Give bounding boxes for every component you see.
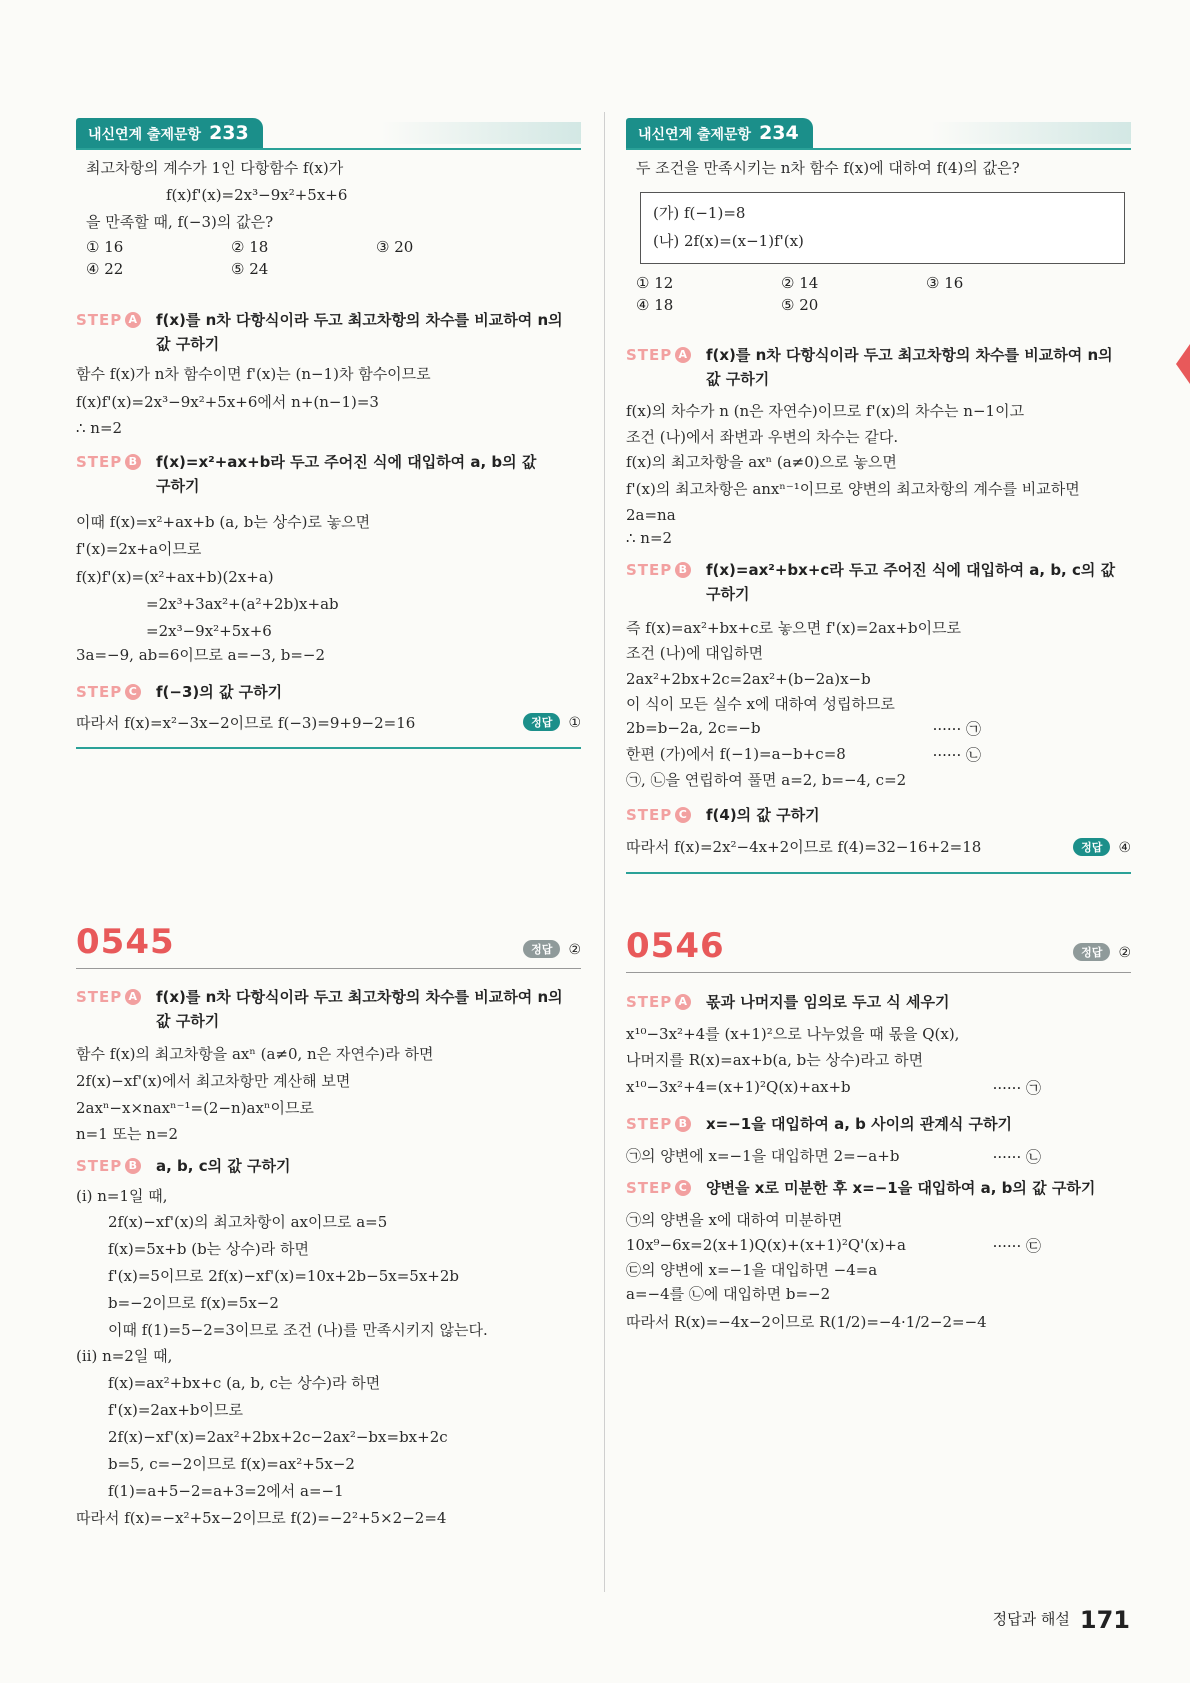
step-title: a, b, c의 값 구하기 bbox=[156, 1157, 291, 1175]
solution-line: f'(x)=2x+a이므로 bbox=[76, 540, 202, 558]
solution-line: 함수 f(x)가 n차 함수이면 f'(x)는 (n−1)차 함수이므로 bbox=[76, 365, 431, 383]
step-tag: STEP C bbox=[626, 1176, 706, 1200]
step-tag: STEP B bbox=[626, 558, 706, 582]
solution-line: ㉠의 양변을 x에 대하여 미분하면 bbox=[626, 1211, 843, 1229]
step-a-heading bbox=[626, 343, 1113, 388]
step-title: f(x)를 n차 다항식이라 두고 최고차항의 차수를 비교하여 n의 bbox=[706, 346, 1113, 364]
step-tag: STEP A bbox=[76, 308, 156, 332]
question-number: 0545 bbox=[76, 922, 175, 962]
equation-marker: ······ ㉠ bbox=[992, 1079, 1041, 1097]
step-title-cont: 값 구하기 bbox=[706, 370, 770, 388]
header-shade bbox=[931, 122, 1131, 144]
solution-line: f(1)=a+5−2=a+3=2에서 a=−1 bbox=[108, 1482, 344, 1500]
solution-line: b=5, c=−2이므로 f(x)=ax²+5x−2 bbox=[108, 1455, 355, 1473]
answer-value: ② bbox=[568, 942, 581, 958]
step-title: f(x)를 n차 다항식이라 두고 최고차항의 차수를 비교하여 n의 bbox=[156, 311, 563, 329]
condition-box bbox=[640, 192, 1125, 264]
solution-line: f'(x)=5이므로 2f(x)−xf'(x)=10x+2b−5x=5x+2b bbox=[108, 1267, 459, 1285]
choice-3: ③ 20 bbox=[376, 238, 414, 256]
problem-header bbox=[626, 118, 1131, 150]
step-title-cont: 구하기 bbox=[156, 477, 200, 495]
section-separator bbox=[76, 747, 581, 749]
step-tag: STEP A bbox=[626, 990, 706, 1014]
step-b-heading bbox=[626, 558, 1116, 603]
solution-line: 2f(x)−xf'(x)의 최고차항이 ax이므로 a=5 bbox=[108, 1213, 388, 1231]
solution-line: (ⅰ) n=1일 때, bbox=[76, 1187, 168, 1205]
solution-line: f(x)=ax²+bx+c (a, b, c는 상수)라 하면 bbox=[108, 1374, 381, 1392]
answer-indicator bbox=[1073, 943, 1131, 961]
equation-marker: ······ ㉠ bbox=[932, 720, 981, 738]
header-shade bbox=[381, 122, 581, 144]
step-tag: STEP C bbox=[626, 803, 706, 827]
step-a-heading bbox=[76, 308, 563, 353]
footer-label: 정답과 해설 bbox=[992, 1610, 1070, 1628]
solution-line: 2a=na bbox=[626, 506, 676, 524]
solution-line: 따라서 f(x)=2x²−4x+2이므로 f(4)=32−16+2=18 bbox=[626, 838, 982, 856]
solution-line: 따라서 f(x)=−x²+5x−2이므로 f(2)=−2²+5×2−2=4 bbox=[76, 1509, 447, 1527]
step-c-heading bbox=[626, 803, 820, 827]
solution-line: 10x⁹−6x=2(x+1)Q(x)+(x+1)²Q'(x)+a bbox=[626, 1236, 906, 1254]
step-b-heading bbox=[626, 1112, 1012, 1136]
choice-2: ② 14 bbox=[781, 274, 819, 292]
step-c-heading bbox=[626, 1176, 1095, 1200]
problem-header bbox=[76, 118, 581, 150]
choice-3: ③ 16 bbox=[926, 274, 964, 292]
step-title: f(x)=ax²+bx+c라 두고 주어진 식에 대입하여 a, b, c의 값 bbox=[706, 561, 1116, 579]
choice-5: ⑤ 24 bbox=[231, 260, 269, 278]
solution-line: f(x)f'(x)=2x³−9x²+5x+6에서 n+(n−1)=3 bbox=[76, 393, 379, 411]
page-footer bbox=[993, 1606, 1130, 1634]
step-tag: STEP A bbox=[76, 985, 156, 1009]
answer-indicator bbox=[1073, 838, 1131, 856]
solution-line: f'(x)=2ax+b이므로 bbox=[108, 1401, 243, 1419]
answer-indicator bbox=[523, 713, 581, 731]
solution-line: b=−2이므로 f(x)=5x−2 bbox=[108, 1294, 279, 1312]
solution-line: x¹⁰−3x²+4=(x+1)²Q(x)+ax+b bbox=[626, 1078, 851, 1096]
problem-header-label bbox=[626, 118, 813, 148]
problem-statement: 두 조건을 만족시키는 n차 함수 f(x)에 대하여 f(4)의 값은? bbox=[636, 159, 1020, 177]
answer-choices bbox=[86, 236, 521, 280]
edge-tab-marker bbox=[1176, 344, 1190, 384]
solution-line: 즉 f(x)=ax²+bx+c로 놓으면 f'(x)=2ax+b이므로 bbox=[626, 619, 962, 637]
problem-number: 234 bbox=[759, 122, 799, 144]
problem-number: 233 bbox=[209, 122, 249, 144]
solution-line: a=−4를 ㉡에 대입하면 b=−2 bbox=[626, 1285, 831, 1303]
problem-statement: 최고차항의 계수가 1인 다항함수 f(x)가 bbox=[86, 159, 344, 177]
solution-line: 이 식이 모든 실수 x에 대하여 성립하므로 bbox=[626, 695, 895, 713]
solution-line: 2axⁿ−x×naxⁿ⁻¹=(2−n)axⁿ이므로 bbox=[76, 1099, 314, 1117]
solution-line: f(x)의 최고차항을 axⁿ (a≠0)으로 놓으면 bbox=[626, 453, 897, 471]
solution-line: =2x³+3ax²+(a²+2b)x+ab bbox=[146, 595, 339, 613]
step-tag: STEP C bbox=[76, 680, 156, 704]
solution-line: n=1 또는 n=2 bbox=[76, 1125, 179, 1143]
choice-4: ④ 22 bbox=[86, 260, 124, 278]
solution-line: (ⅱ) n=2일 때, bbox=[76, 1347, 173, 1365]
step-b-heading bbox=[76, 450, 537, 495]
answer-indicator bbox=[523, 940, 581, 958]
step-title: 양변을 x로 미분한 후 x=−1을 대입하여 a, b의 값 구하기 bbox=[706, 1179, 1096, 1197]
choice-5: ⑤ 20 bbox=[781, 296, 819, 314]
step-title: 몫과 나머지를 임의로 두고 식 세우기 bbox=[706, 993, 950, 1011]
solution-line: 함수 f(x)의 최고차항을 axⁿ (a≠0, n은 자연수)라 하면 bbox=[76, 1045, 434, 1063]
question-rule bbox=[626, 972, 1131, 973]
problem-header-text: 내신연계 출제문항 bbox=[638, 127, 752, 143]
problem-question: 을 만족할 때, f(−3)의 값은? bbox=[86, 213, 274, 231]
step-tag: STEP B bbox=[626, 1112, 706, 1136]
solution-line: 조건 (나)에 대입하면 bbox=[626, 644, 764, 662]
choice-1: ① 16 bbox=[86, 238, 124, 256]
answer-badge: 정답 bbox=[1073, 838, 1110, 856]
solution-line: f(x)=5x+b (b는 상수)라 하면 bbox=[108, 1240, 310, 1258]
step-title: f(4)의 값 구하기 bbox=[706, 806, 820, 824]
step-title-cont: 값 구하기 bbox=[156, 335, 220, 353]
step-tag: STEP B bbox=[76, 450, 156, 474]
solution-line: 조건 (나)에서 좌변과 우변의 차수는 같다. bbox=[626, 428, 899, 446]
answer-badge: 정답 bbox=[523, 940, 560, 958]
equation-marker: ······ ㉢ bbox=[992, 1237, 1041, 1255]
answer-badge: 정답 bbox=[523, 713, 560, 731]
choice-1: ① 12 bbox=[636, 274, 674, 292]
solution-line: ㉢의 양변에 x=−1을 대입하면 −4=a bbox=[626, 1261, 878, 1279]
solution-line: ㉠, ㉡을 연립하여 풀면 a=2, b=−4, c=2 bbox=[626, 771, 907, 789]
solution-line: 한편 (가)에서 f(−1)=a−b+c=8 bbox=[626, 745, 846, 763]
solution-line: f(x)f'(x)=(x²+ax+b)(2x+a) bbox=[76, 568, 274, 586]
answer-choices bbox=[636, 272, 1071, 316]
answer-value: ① bbox=[568, 715, 581, 731]
step-title: x=−1을 대입하여 a, b 사이의 관계식 구하기 bbox=[706, 1115, 1013, 1133]
solution-line: ㉠의 양변에 x=−1을 대입하면 2=−a+b bbox=[626, 1147, 900, 1165]
solution-line: 2f(x)−xf'(x)에서 최고차항만 계산해 보면 bbox=[76, 1072, 351, 1090]
step-title: f(x)를 n차 다항식이라 두고 최고차항의 차수를 비교하여 n의 bbox=[156, 988, 563, 1006]
step-title: f(−3)의 값 구하기 bbox=[156, 683, 283, 701]
step-tag: STEP A bbox=[626, 343, 706, 367]
column-divider bbox=[604, 112, 605, 1592]
equation-marker: ······ ㉡ bbox=[992, 1148, 1041, 1166]
step-title: f(x)=x²+ax+b라 두고 주어진 식에 대입하여 a, b의 값 bbox=[156, 453, 537, 471]
solution-line: 2b=b−2a, 2c=−b bbox=[626, 719, 761, 737]
step-title-cont: 구하기 bbox=[706, 585, 750, 603]
answer-badge: 정답 bbox=[1073, 943, 1110, 961]
solution-line: 2f(x)−xf'(x)=2ax²+2bx+2c−2ax²−bx=bx+2c bbox=[108, 1428, 448, 1446]
problem-header-text: 내신연계 출제문항 bbox=[88, 127, 202, 143]
question-number: 0546 bbox=[626, 926, 725, 966]
question-rule bbox=[76, 968, 581, 969]
condition-ga: (가) f(−1)=8 bbox=[653, 204, 746, 222]
problem-header-label bbox=[76, 118, 263, 148]
solution-line: 따라서 R(x)=−4x−2이므로 R(1/2)=−4·1/2−2=−4 bbox=[626, 1313, 987, 1331]
choice-4: ④ 18 bbox=[636, 296, 674, 314]
step-c-heading bbox=[76, 680, 282, 704]
solution-line: x¹⁰−3x²+4를 (x+1)²으로 나누었을 때 몫을 Q(x), bbox=[626, 1025, 960, 1043]
solution-line: f'(x)의 최고차항은 anxⁿ⁻¹이므로 양변의 최고차항의 계수를 비교하면 bbox=[626, 480, 1080, 498]
solution-line: 이때 f(1)=5−2=3이므로 조건 (나)를 만족시키지 않는다. bbox=[108, 1321, 488, 1339]
solution-line: 3a=−9, ab=6이므로 a=−3, b=−2 bbox=[76, 646, 326, 664]
page-number: 171 bbox=[1079, 1606, 1130, 1634]
equation-marker: ······ ㉡ bbox=[932, 746, 981, 764]
step-title-cont: 값 구하기 bbox=[156, 1012, 220, 1030]
section-separator bbox=[626, 872, 1131, 874]
problem-equation: f(x)f'(x)=2x³−9x²+5x+6 bbox=[166, 186, 348, 204]
solution-line: =2x³−9x²+5x+6 bbox=[146, 622, 272, 640]
step-a-heading bbox=[76, 985, 563, 1030]
step-b-heading bbox=[76, 1154, 291, 1178]
choice-2: ② 18 bbox=[231, 238, 269, 256]
solution-line: 따라서 f(x)=x²−3x−2이므로 f(−3)=9+9−2=16 bbox=[76, 714, 416, 732]
answer-value: ② bbox=[1118, 945, 1131, 961]
solution-line: ∴ n=2 bbox=[76, 419, 123, 437]
solution-line: 2ax²+2bx+2c=2ax²+(b−2a)x−b bbox=[626, 670, 871, 688]
solution-line: 이때 f(x)=x²+ax+b (a, b는 상수)로 놓으면 bbox=[76, 513, 371, 531]
solution-line: ∴ n=2 bbox=[626, 529, 673, 547]
condition-na: (나) 2f(x)=(x−1)f'(x) bbox=[653, 232, 804, 250]
solution-line: 나머지를 R(x)=ax+b(a, b는 상수)라고 하면 bbox=[626, 1051, 924, 1069]
answer-value: ④ bbox=[1118, 840, 1131, 856]
step-tag: STEP B bbox=[76, 1154, 156, 1178]
step-a-heading bbox=[626, 990, 949, 1014]
solution-line: f(x)의 차수가 n (n은 자연수)이므로 f'(x)의 차수는 n−1이고 bbox=[626, 402, 1025, 420]
